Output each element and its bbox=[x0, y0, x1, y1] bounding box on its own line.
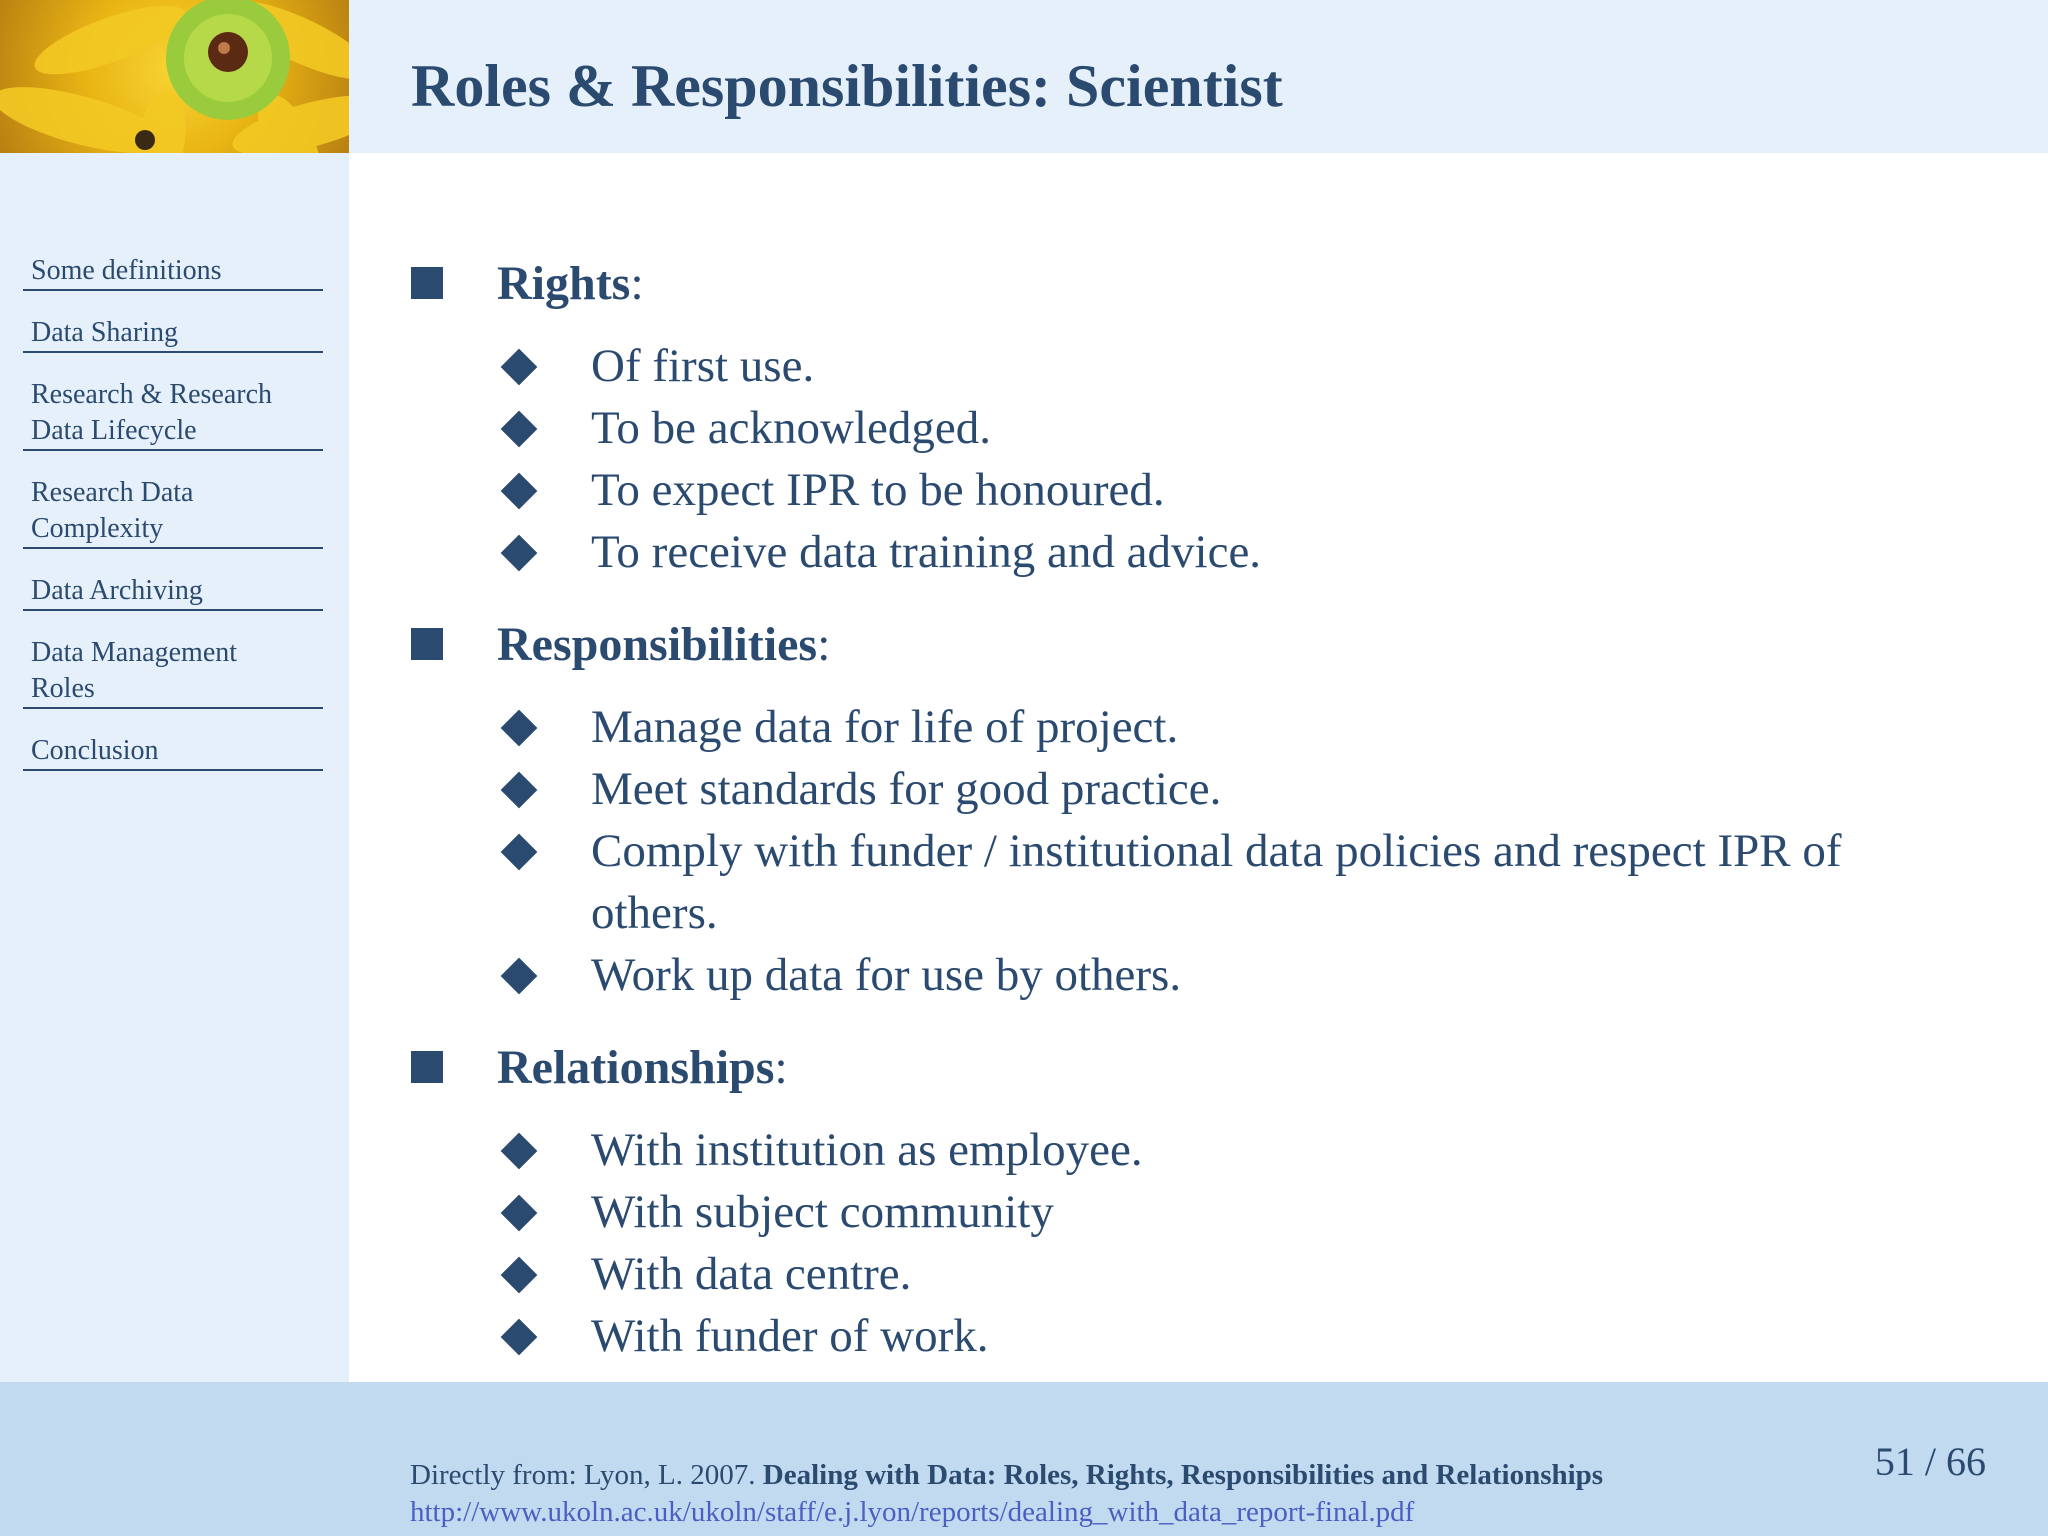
bullet-list bbox=[499, 335, 2011, 583]
citation-url-link[interactable]: http://www.ukoln.ac.uk/ukoln/staff/e.j.lyon/reports/dealing_with_data_report-final.pdf bbox=[410, 1496, 1415, 1528]
list-item bbox=[499, 1181, 2011, 1243]
section-heading-colon: : bbox=[774, 1040, 788, 1094]
bullet-list bbox=[499, 696, 2011, 1006]
section-responsibilities bbox=[411, 614, 2011, 1006]
sidebar-item-data-sharing[interactable] bbox=[23, 315, 323, 353]
list-item bbox=[499, 397, 2011, 459]
list-item bbox=[499, 335, 2011, 397]
slide-content bbox=[349, 153, 2048, 1382]
sidebar-item-label: Roles bbox=[31, 673, 95, 704]
section-heading bbox=[411, 253, 2011, 313]
sidebar-item-label: Research Data bbox=[31, 477, 194, 508]
sidebar bbox=[0, 153, 349, 1382]
list-item-text: To receive data training and advice. bbox=[591, 526, 1262, 578]
diamond-bullet-icon bbox=[501, 349, 538, 386]
list-item-text: With subject community bbox=[591, 1186, 1054, 1238]
diamond-bullet-icon bbox=[501, 1319, 538, 1356]
section-heading-text: Rights bbox=[497, 256, 631, 310]
list-item-text: Comply with funder / institutional data policies and respect IPR of others. bbox=[591, 825, 1842, 939]
bullet-list bbox=[499, 1119, 2011, 1367]
list-item-text: To be acknowledged. bbox=[591, 402, 991, 454]
sidebar-item-conclusion[interactable] bbox=[23, 733, 323, 771]
sunflower-image bbox=[0, 0, 349, 153]
sidebar-item-label: Data Lifecycle bbox=[31, 415, 197, 446]
diamond-bullet-icon bbox=[501, 1257, 538, 1294]
section-relationships bbox=[411, 1037, 2011, 1367]
diamond-bullet-icon bbox=[501, 1133, 538, 1170]
sidebar-item-label: Data Sharing bbox=[31, 317, 178, 348]
diamond-bullet-icon bbox=[501, 772, 538, 809]
diamond-bullet-icon bbox=[501, 834, 538, 871]
footer bbox=[0, 1382, 2048, 1536]
list-item bbox=[499, 758, 2011, 820]
list-item bbox=[499, 459, 2011, 521]
square-bullet-icon bbox=[411, 628, 443, 660]
sidebar-item-label: Data Archiving bbox=[31, 575, 203, 606]
list-item-text: With funder of work. bbox=[591, 1310, 989, 1362]
list-item bbox=[499, 1243, 2011, 1305]
sidebar-item-data-management-roles[interactable] bbox=[23, 635, 323, 709]
list-item bbox=[499, 820, 2011, 944]
list-item-text: To expect IPR to be honoured. bbox=[591, 464, 1165, 516]
sidebar-item-label: Conclusion bbox=[31, 735, 159, 766]
sidebar-item-some-definitions[interactable] bbox=[23, 253, 323, 291]
section-rights bbox=[411, 253, 2011, 583]
list-item-text: Meet standards for good practice. bbox=[591, 763, 1222, 815]
list-item bbox=[499, 521, 2011, 583]
diamond-bullet-icon bbox=[501, 473, 538, 510]
section-heading-text: Relationships bbox=[497, 1040, 775, 1094]
citation-title: Dealing with Data: Roles, Rights, Responsibilities and Relationships bbox=[762, 1459, 1604, 1491]
diamond-bullet-icon bbox=[501, 958, 538, 995]
list-item bbox=[499, 1119, 2011, 1181]
list-item bbox=[499, 944, 2011, 1006]
sidebar-item-research-data-complexity[interactable] bbox=[23, 475, 323, 549]
list-item-text: Work up data for use by others. bbox=[591, 949, 1182, 1001]
diamond-bullet-icon bbox=[501, 1195, 538, 1232]
list-item bbox=[499, 696, 2011, 758]
section-heading-colon: : bbox=[817, 617, 831, 671]
sidebar-item-label: Research & Research bbox=[31, 379, 272, 410]
diamond-bullet-icon bbox=[501, 710, 538, 747]
diamond-bullet-icon bbox=[501, 411, 538, 448]
citation bbox=[410, 1459, 1603, 1492]
title-bar bbox=[349, 0, 2048, 153]
square-bullet-icon bbox=[411, 1051, 443, 1083]
sidebar-item-label: Complexity bbox=[31, 513, 164, 544]
square-bullet-icon bbox=[411, 267, 443, 299]
list-item bbox=[499, 1305, 2011, 1367]
list-item-text: With institution as employee. bbox=[591, 1124, 1143, 1176]
section-heading bbox=[411, 1037, 2011, 1097]
sunflower-logo bbox=[0, 0, 349, 153]
sidebar-nav bbox=[23, 253, 323, 795]
diamond-bullet-icon bbox=[501, 535, 538, 572]
sidebar-item-data-archiving[interactable] bbox=[23, 573, 323, 611]
sidebar-item-label: Data Management bbox=[31, 637, 238, 668]
section-heading-text: Responsibilities bbox=[497, 617, 818, 671]
list-item-text: With data centre. bbox=[591, 1248, 912, 1300]
sidebar-item-research-lifecycle[interactable] bbox=[23, 377, 323, 451]
sidebar-item-label: Some definitions bbox=[31, 255, 222, 286]
citation-prefix: Directly from: Lyon, L. 2007. bbox=[410, 1459, 763, 1491]
section-heading-colon: : bbox=[630, 256, 644, 310]
list-item-text: Manage data for life of project. bbox=[591, 701, 1179, 753]
page-number: 51 / 66 bbox=[1874, 1439, 1986, 1484]
list-item-text: Of first use. bbox=[591, 340, 815, 392]
section-heading bbox=[411, 614, 2011, 674]
slide-title: Roles & Responsibilities: Scientist bbox=[411, 53, 1283, 119]
